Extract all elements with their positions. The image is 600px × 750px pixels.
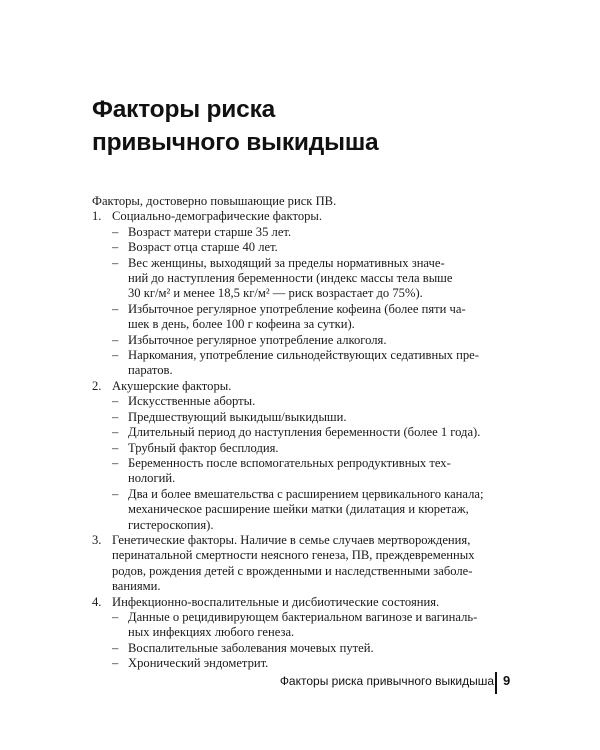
list-item-text-line: Воспалительные заболевания мочевых путей. xyxy=(128,640,374,655)
running-footer xyxy=(0,672,600,694)
dash-bullet-icon: – xyxy=(112,640,119,655)
section-text-line: перинатальной смертности неясного генеза, ПВ, преждевременных xyxy=(112,548,475,563)
section-number: 3. xyxy=(92,532,102,547)
dash-bullet-icon: – xyxy=(112,486,119,501)
list-item-text-line: шек в день, более 100 г кофеина за сутки). xyxy=(128,317,355,332)
section-text-line: Генетические факторы. Наличие в семье случаев мертворождения, xyxy=(112,532,471,547)
list-item-text-line: Наркомания, употребление сильнодействующих седативных пре- xyxy=(128,348,479,363)
section-text-line: ваниями. xyxy=(112,579,161,594)
list-item xyxy=(92,487,510,533)
dash-bullet-icon: – xyxy=(112,455,119,470)
list-item xyxy=(92,256,510,302)
intro-paragraph: Факторы, достоверно повышающие риск ПВ. xyxy=(92,194,337,208)
list-item-text-line: Два и более вмешательства с расширением цервикального канала; xyxy=(128,486,484,501)
dash-bullet-icon: – xyxy=(112,240,119,255)
list-item-text-line: Возраст отца старше 40 лет. xyxy=(128,240,278,255)
list-item xyxy=(92,225,510,240)
list-item xyxy=(92,333,510,348)
section-heading xyxy=(92,595,510,610)
risk-factor-list xyxy=(92,209,510,671)
list-item xyxy=(92,610,510,641)
list-item xyxy=(92,441,510,456)
list-item-text-line: нологий. xyxy=(128,471,176,486)
list-item-text-line: паратов. xyxy=(128,363,173,378)
footer-divider xyxy=(495,672,497,694)
dash-bullet-icon: – xyxy=(112,224,119,239)
section-heading xyxy=(92,533,510,595)
dash-bullet-icon: – xyxy=(112,301,119,316)
list-item xyxy=(92,456,510,487)
body-text xyxy=(92,194,510,672)
list-item xyxy=(92,410,510,425)
section-number: 1. xyxy=(92,209,102,224)
list-item-text-line: ных инфекциях любого генеза. xyxy=(128,625,295,640)
section-1 xyxy=(92,209,510,378)
list-item-text-line: Данные о рецидивирующем бактериальном вагинозе и вагиналь- xyxy=(128,609,478,624)
dash-bullet-icon: – xyxy=(112,394,119,409)
list-item xyxy=(92,656,510,671)
page-number: 9 xyxy=(503,673,511,688)
dash-bullet-icon: – xyxy=(112,440,119,455)
page-title-line-2: привычного выкидыша xyxy=(92,129,379,156)
dash-bullet-icon: – xyxy=(112,409,119,424)
dash-bullet-icon: – xyxy=(112,348,119,363)
list-item-text-line: гистероскопия). xyxy=(128,517,214,532)
section-number: 2. xyxy=(92,378,102,393)
running-title: Факторы риска привычного выкидыша xyxy=(279,674,494,688)
section-heading xyxy=(92,209,510,224)
section-3 xyxy=(92,533,510,595)
section-text-line: Акушерские факторы. xyxy=(112,378,232,393)
dash-bullet-icon: – xyxy=(112,609,119,624)
page-title-line-1: Факторы риска xyxy=(92,96,276,123)
section-text-line: родов, рождения детей с врожденными и наследственными заболе- xyxy=(112,563,473,578)
list-item xyxy=(92,348,510,379)
list-item xyxy=(92,641,510,656)
dash-bullet-icon: – xyxy=(112,255,119,270)
list-item xyxy=(92,240,510,255)
dash-bullet-icon: – xyxy=(112,332,119,347)
list-item-text-line: Избыточное регулярное употребление кофеина (более пяти ча- xyxy=(128,301,466,316)
list-item-text-line: ний до наступления беременности (индекс массы тела выше xyxy=(128,271,453,286)
section-text-line: Инфекционно-воспалительные и дисбиотические состояния. xyxy=(112,594,440,609)
list-item-text-line: Беременность после вспомогательных репродуктивных тех- xyxy=(128,455,451,470)
page-title xyxy=(92,93,378,159)
list-item-text-line: Вес женщины, выходящий за пределы нормативных значе- xyxy=(128,255,445,270)
section-heading xyxy=(92,379,510,394)
list-item xyxy=(92,425,510,440)
list-item xyxy=(92,394,510,409)
section-4 xyxy=(92,595,510,672)
section-2 xyxy=(92,379,510,533)
list-item-text-line: Искусственные аборты. xyxy=(128,394,256,409)
list-item-text-line: Предшествующий выкидыш/выкидыши. xyxy=(128,409,347,424)
list-item-text-line: механическое расширение шейки матки (дилатация и кюретаж, xyxy=(128,502,469,517)
list-item-text-line: Длительный период до наступления беременности (более 1 года). xyxy=(128,425,481,440)
section-number: 4. xyxy=(92,594,102,609)
list-item xyxy=(92,302,510,333)
list-item-text-line: Трубный фактор бесплодия. xyxy=(128,440,279,455)
list-item-text-line: 30 кг/м² и менее 18,5 кг/м² — риск возрастает до 75%). xyxy=(128,286,423,301)
section-text-line: Социально-демографические факторы. xyxy=(112,209,323,224)
dash-bullet-icon: – xyxy=(112,425,119,440)
list-item-text-line: Избыточное регулярное употребление алкоголя. xyxy=(128,332,387,347)
list-item-text-line: Хронический эндометрит. xyxy=(128,656,269,671)
dash-bullet-icon: – xyxy=(112,656,119,671)
list-item-text-line: Возраст матери старше 35 лет. xyxy=(128,224,292,239)
